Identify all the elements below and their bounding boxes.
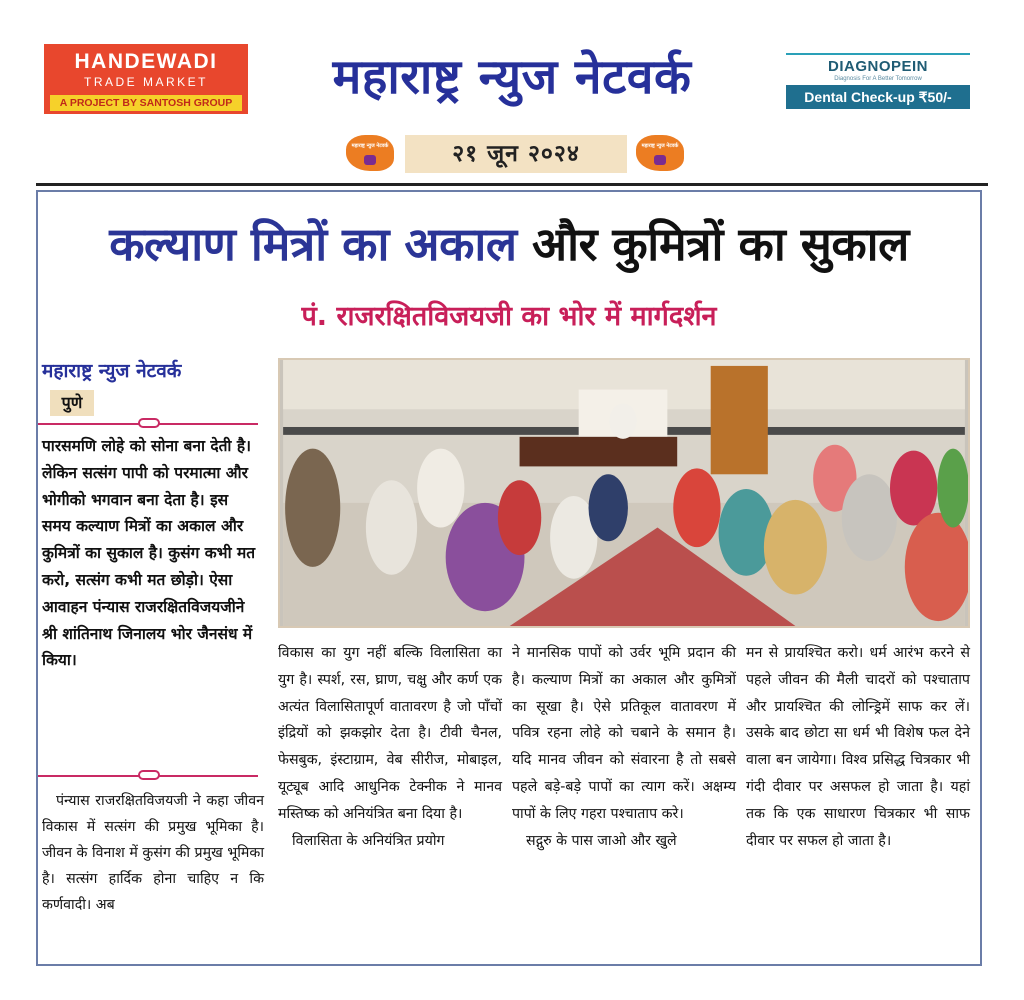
ornament-icon — [138, 418, 160, 428]
ad-handewadi-tag: A PROJECT BY SANTOSH GROUP — [50, 95, 242, 111]
column-3-text-2: सद्गुरु के पास जाओ और खुले — [526, 832, 677, 849]
column-1 — [42, 788, 264, 918]
badge-text: महाराष्ट्र न्युज नेटवर्क — [351, 143, 389, 149]
mic-icon — [364, 155, 376, 165]
headline — [38, 200, 980, 288]
ornament-divider — [38, 775, 258, 777]
column-2-text: विकास का युग नहीं बल्कि विलासिता का युग है। स्पर्श, रस, घ्राण, चक्षु और कर्ण एक अत्यंत विलासितापूर्ण वातावरण है जो पाँचों इंद्रियों को झकझोर देता है। टीवी चैनल, फेसबुक, इंस्टाग्राम, वेब सीरीज, मोबाइल, यूट्यूब आदि आधुनिक टेक्नीक ने मानव मस्तिष्क को अनियंत्रित बना दिया है। — [278, 645, 502, 822]
issue-date: २१ जून २०२४ — [405, 135, 627, 173]
subheadline: पं. राजरक्षितविजयजी का भोर में मार्गदर्शन — [301, 301, 717, 332]
lead-text: पारसमणि लोहे को सोना बना देती है। लेकिन सत्संग पापी को परमात्मा और भोगीको भगवान बना देता है। इस समय कल्याण मित्रों का अकाल और कुमित्रों का सुकाल है। कुसंग कभी मत करो, सत्संग कभी मत छोड़ो। ऐसा आवाहन पंन्यास राजरक्षितविजयजीने श्री शांतिनाथ जिनालय भोर जैनसंध में किया। — [42, 437, 256, 670]
lead-paragraph — [42, 433, 258, 674]
masthead-title: महाराष्ट्र न्युज नेटवर्क — [332, 49, 692, 105]
dateline-city: पुणे — [50, 390, 94, 416]
column-4 — [746, 640, 970, 854]
photo-speaker — [609, 403, 637, 438]
column-2-text-2: विलासिता के अनियंत्रित प्रयोग — [292, 832, 445, 849]
column-3 — [512, 640, 736, 854]
mic-icon — [654, 155, 666, 165]
maharashtra-map-logo-icon — [636, 135, 684, 171]
column-1-text: पंन्यास राजरक्षितविजयजी ने कहा जीवन विकास में सत्संग की प्रमुख भूमिका है। जीवन के विनाश में कुसंग की प्रमुख भूमिका है। सत्संग हार्दिक होना चाहिए न कि कर्णवादी। अब — [42, 793, 264, 913]
ornament-divider — [38, 423, 258, 425]
ad-handewadi-name: HANDEWADI — [74, 50, 218, 73]
ad-rule — [786, 53, 970, 55]
ad-diagnopein-offer: Dental Check-up ₹50/- — [786, 85, 970, 109]
ornament-icon — [138, 770, 160, 780]
ad-handewadi-sub: TRADE MARKET — [83, 75, 208, 89]
ad-diagnopein[interactable] — [786, 53, 970, 109]
byline: महाराष्ट्र न्युज नेटवर्क — [42, 360, 182, 382]
photo-door — [711, 366, 768, 474]
ad-diagnopein-tagline: Diagnosis For A Better Tomorrow — [834, 76, 922, 82]
column-3-text: ने मानसिक पापों को उर्वर भूमि प्रदान की है। कल्याण मित्रों का अकाल और कुमित्रों का सूखा है। ऐसे प्रतिकूल वातावरण में पवित्र रहना लोहे को चबाने के समान है। यदि मानव जीवन को संवारना है तो सबसे पहले बड़े-बड़े पापों का त्याग करें। अक्षम्य पापों के लिए गहरा पश्चाताप करे। — [512, 645, 736, 822]
column-2 — [278, 640, 502, 854]
ad-handewadi[interactable] — [44, 44, 248, 114]
header-divider — [36, 183, 988, 186]
headline-part-2: और कुमित्रों का सुकाल — [532, 217, 909, 271]
article-photo — [278, 358, 970, 628]
ad-diagnopein-brand: DIAGNOPEIN — [827, 58, 928, 75]
badge-text: महाराष्ट्र न्युज नेटवर्क — [641, 143, 679, 149]
column-4-text: मन से प्रायश्चित करो। धर्म आरंभ करने से पहले जीवन की मैली चादरों को पश्चाताप और प्रायश्चित की लोन्ड्रिमें साफ कर लें। उसके बाद छोटा सा धर्म भी विशेष फल देने वाला बन जायेगा। विश्व प्रसिद्ध चित्रकार भी गंदी दीवार पर असफल हो जाता है। यहां तक कि एक साधारण चित्रकार भी साफ दीवार पर सफल हो जाता है। — [746, 645, 970, 849]
maharashtra-map-logo-icon — [346, 135, 394, 171]
headline-part-1: कल्याण मित्रों का अकाल — [109, 217, 517, 271]
photo-stage — [520, 437, 678, 467]
